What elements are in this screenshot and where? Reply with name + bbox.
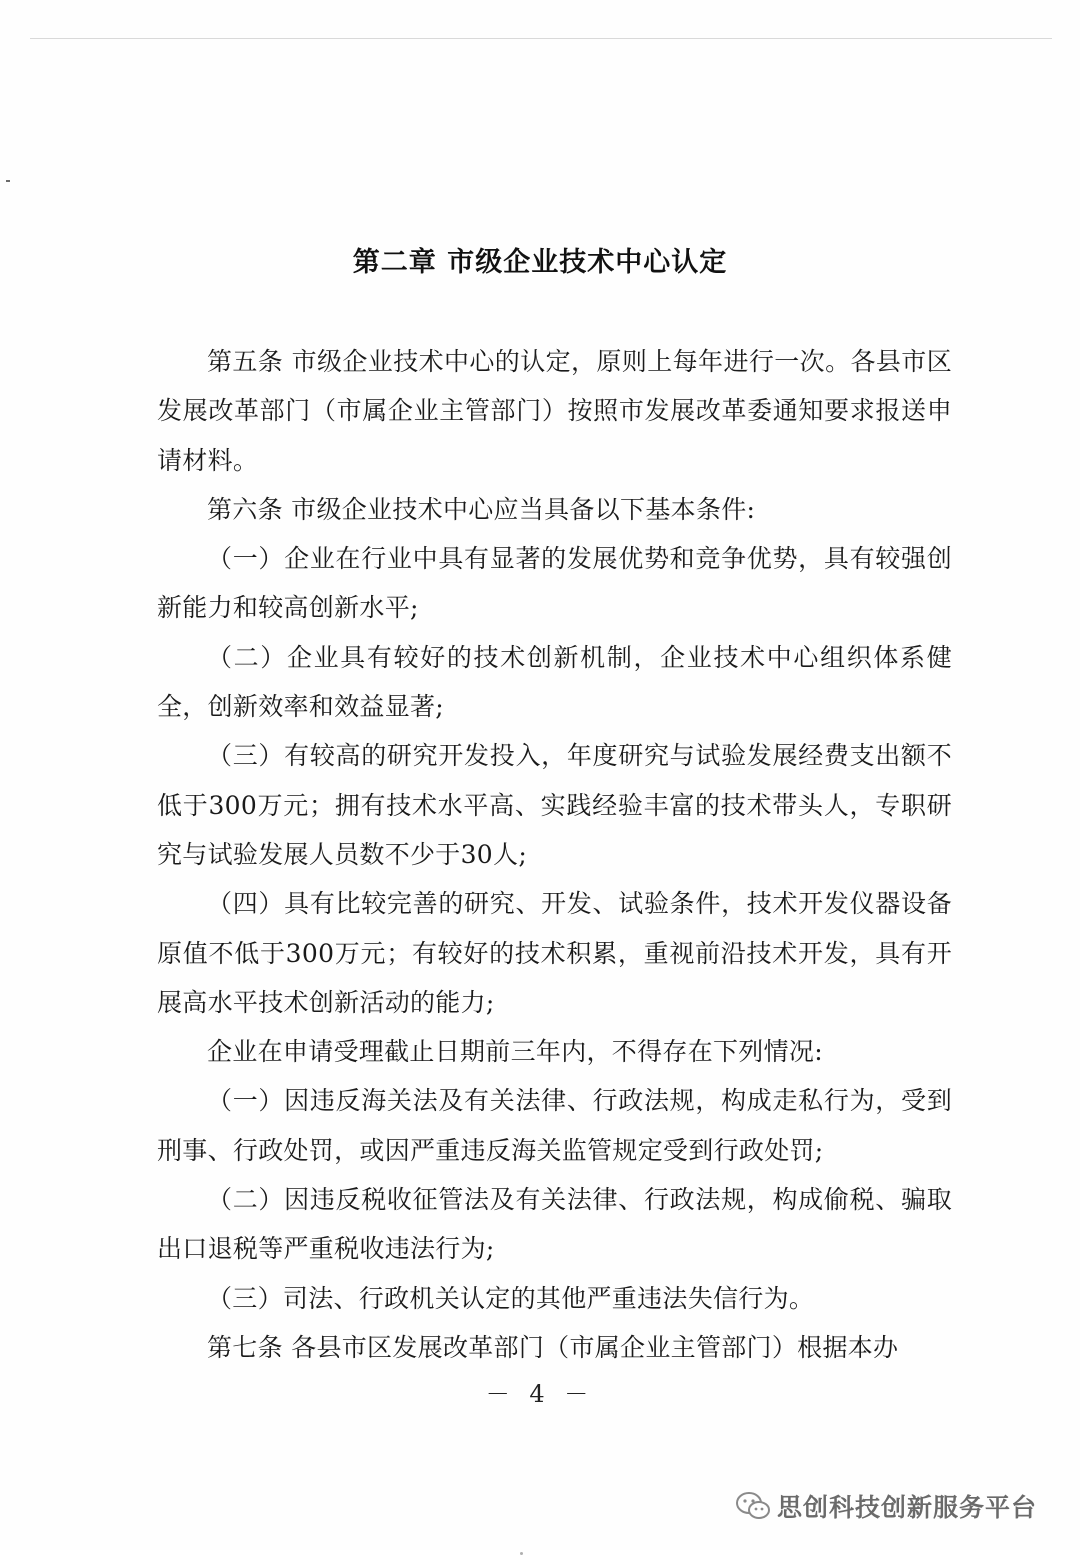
paragraph-condition-4: （四）具有比较完善的研究、开发、试验条件，技术开发仪器设备原值不低于300万元；有较好的技术积累，重视前沿技术开发，具有开展高水平技术创新活动的能力; (157, 889, 952, 1017)
paragraph-exclusion-intro: 企业在申请受理截止日期前三年内，不得存在下列情况: (207, 1037, 823, 1067)
scan-border-line (30, 38, 1052, 39)
paragraph-article-5: 第五条 市级企业技术中心的认定，原则上每年进行一次。各县市区发展改革部门（市属企业主管部门）按照市发展改革委通知要求报送申请材料。 (157, 347, 952, 475)
paragraph-article-7: 第七条 各县市区发展改革部门（市属企业主管部门）根据本办 (207, 1332, 899, 1362)
paragraph-exclusion-3: （三）司法、行政机关认定的其他严重违法失信行为。 (207, 1283, 815, 1313)
watermark-text: 思创科技创新服务平台 (777, 1493, 1038, 1522)
paragraph-article-6: 第六条 市级企业技术中心应当具备以下基本条件: (207, 494, 756, 524)
wechat-icon (735, 1491, 771, 1521)
paragraph-exclusion-1: （一）因违反海关法及有关法律、行政法规，构成走私行为，受到刑事、行政处罚，或因严重违反海关监管规定受到行政处罚; (157, 1086, 952, 1165)
paragraph-exclusion-2: （二）因违反税收征管法及有关法律、行政法规，构成偷税、骗取出口退税等严重税收违法行为; (157, 1185, 952, 1264)
paragraph-condition-1: （一）企业在行业中具有显著的发展优势和竞争优势，具有较强创新能力和较高创新水平; (157, 544, 952, 623)
paragraph-condition-2: （二）企业具有较好的技术创新机制，企业技术中心组织体系健全，创新效率和效益显著; (157, 642, 952, 722)
paragraph-condition-3: （三）有较高的研究开发投入，年度研究与试验发展经费支出额不低于300万元；拥有技术水平高、实践经验丰富的技术带头人，专职研究与试验发展人员数不少于30人; (157, 741, 952, 869)
page-number: － 4 － (485, 1380, 595, 1408)
document-body (157, 337, 952, 1372)
scan-speck-mark (6, 180, 10, 182)
chapter-title: 第二章 市级企业技术中心认定 (352, 247, 728, 278)
watermark (735, 1488, 1037, 1524)
